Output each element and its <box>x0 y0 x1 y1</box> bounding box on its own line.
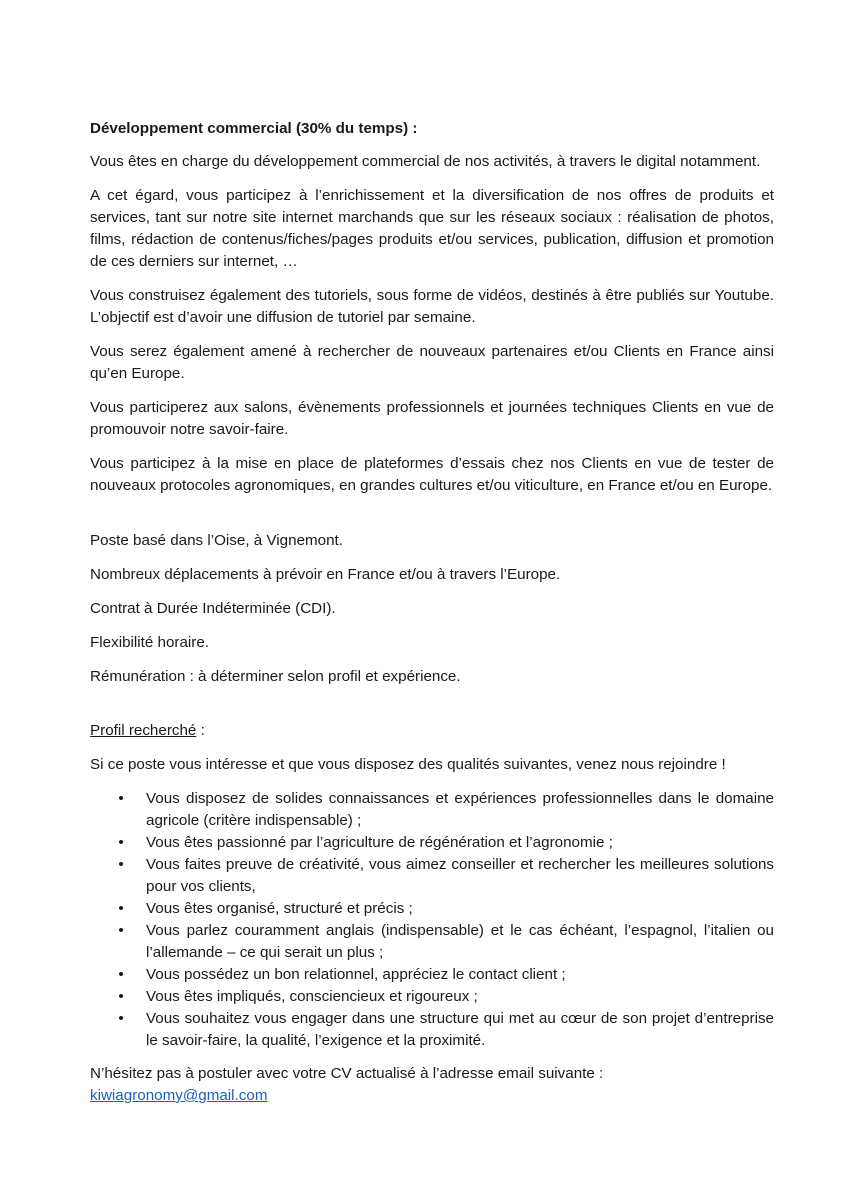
bullet-icon: • <box>118 988 124 1005</box>
profile-bullet-item-7 <box>118 986 774 1008</box>
profile-bullet-item-8 <box>118 1008 774 1052</box>
profile-bullet-item-5 <box>118 920 774 964</box>
profile-title-suffix: : <box>196 722 205 739</box>
profile-bullet-item-3 <box>118 854 774 898</box>
profile-bullet-item-4 <box>118 898 774 920</box>
profile-intro: Si ce poste vous intéresse et que vous disposez des qualités suivantes, venez nous rejoindre ! <box>90 756 726 773</box>
profile-heading <box>90 720 774 742</box>
bullet-icon: • <box>118 966 124 983</box>
bullet-icon: • <box>118 1010 124 1027</box>
job-location: Poste basé dans l’Oise, à Vignemont. <box>90 532 343 549</box>
profile-bullet-item-2 <box>118 832 774 854</box>
job-details <box>90 530 774 688</box>
bullet-text: Vous faites preuve de créativité, vous aimez conseiller et rechercher les meilleures solutions pour vos clients, <box>146 856 774 895</box>
paragraph-3: Vous construisez également des tutoriels, sous forme de vidéos, destinés à être publiés sur Youtube. L’objectif est d’avoir une diffusion de tutoriel par semaine. <box>90 287 774 326</box>
profile-bullet-list <box>90 788 774 1052</box>
email-link[interactable]: kiwiagronomy@gmail.com <box>90 1087 268 1104</box>
paragraph-2: A cet égard, vous participez à l’enrichissement et la diversification de nos offres de produits et services, tant sur notre site internet marchands que sur les réseaux sociaux : réalisation de photos, films, rédaction de contenus/fiches/pages produits et/ou services, publication, diffusion et promotion de ces derniers sur internet, … <box>90 187 774 270</box>
bullet-icon: • <box>118 790 124 807</box>
paragraph-4: Vous serez également amené à rechercher de nouveaux partenaires et/ou Clients en France ainsi qu’en Europe. <box>90 343 774 382</box>
paragraph-5: Vous participerez aux salons, évènements professionnels et journées techniques Clients en vue de promouvoir notre savoir-faire. <box>90 399 774 438</box>
bullet-icon: • <box>118 922 124 939</box>
job-flexibility: Flexibilité horaire. <box>90 634 210 651</box>
bullet-text: Vous êtes passionné par l’agriculture de régénération et l’agronomie ; <box>146 834 613 851</box>
document-page <box>90 118 774 1119</box>
section-title-commercial: Développement commercial (30% du temps) : <box>90 120 418 137</box>
bullet-text: Vous parlez couramment anglais (indispensable) et le cas échéant, l’espagnol, l’italien ou l’allemande – ce qui serait un plus ; <box>146 922 774 961</box>
job-contract: Contrat à Durée Indéterminée (CDI). <box>90 600 336 617</box>
bullet-icon: • <box>118 834 124 851</box>
profile-bullet-item-6 <box>118 964 774 986</box>
bullet-text: Vous possédez un bon relationnel, appréciez le contact client ; <box>146 966 566 983</box>
bullet-icon: • <box>118 856 124 873</box>
contact-line <box>90 1063 774 1107</box>
bullet-text: Vous disposez de solides connaissances et expériences professionnelles dans le domaine agricole (critère indispensable) ; <box>146 790 774 829</box>
paragraph-1: Vous êtes en charge du développement commercial de nos activités, à travers le digital notamment. <box>90 153 761 170</box>
job-travel: Nombreux déplacements à prévoir en France et/ou à travers l’Europe. <box>90 566 561 583</box>
paragraph-6: Vous participez à la mise en place de plateformes d’essais chez nos Clients en vue de tester de nouveaux protocoles agronomiques, en grandes cultures et/ou viticulture, en France et/ou en Europe. <box>90 455 774 494</box>
profile-section <box>90 720 774 1107</box>
contact-text: N’hésitez pas à postuler avec votre CV actualisé à l’adresse email suivante : <box>90 1065 604 1082</box>
bullet-text: Vous souhaitez vous engager dans une structure qui met au cœur de son projet d’entreprise le savoir-faire, la qualité, l’exigence et la proximité. <box>146 1010 774 1049</box>
profile-title: Profil recherché <box>90 722 197 739</box>
bullet-text: Vous êtes impliqués, consciencieux et rigoureux ; <box>146 988 478 1005</box>
bullet-text: Vous êtes organisé, structuré et précis ; <box>146 900 413 917</box>
job-salary: Rémunération : à déterminer selon profil et expérience. <box>90 668 461 685</box>
bullet-icon: • <box>118 900 124 917</box>
profile-bullet-item-1 <box>118 788 774 832</box>
